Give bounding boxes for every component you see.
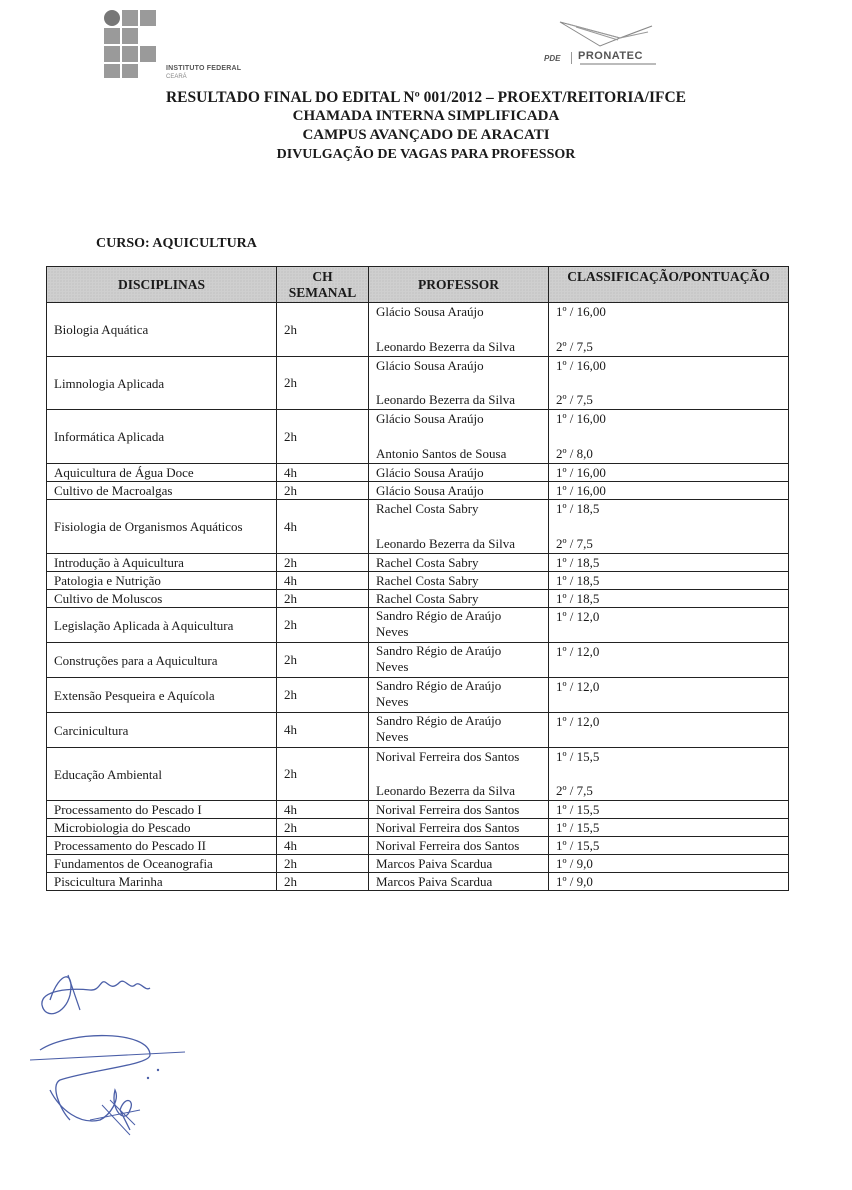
cell-professor <box>369 590 549 608</box>
cell-classificacao <box>549 748 789 801</box>
cell-professor <box>369 500 549 554</box>
table-row <box>47 819 789 837</box>
cell-professor-line: Norival Ferreira dos Santos <box>376 838 520 853</box>
cell-classificacao-line: 2º / 8,0 <box>556 446 593 461</box>
table-header-row <box>47 267 789 303</box>
cell-professor <box>369 303 549 357</box>
table-row <box>47 590 789 608</box>
cell-professor <box>369 572 549 590</box>
cell-ch: 2h <box>277 590 369 608</box>
cell-classificacao-line: 1º / 18,5 <box>556 555 600 570</box>
cell-classificacao <box>549 643 789 678</box>
partner-emblem-icon <box>540 18 660 50</box>
cell-classificacao-line: 1º / 16,00 <box>556 483 606 498</box>
partner-separator <box>571 52 572 64</box>
cell-classificacao <box>549 357 789 410</box>
cell-disciplina: Construções para a Aquicultura <box>47 643 277 678</box>
cell-disciplina: Processamento do Pescado II <box>47 837 277 855</box>
cell-disciplina: Limnologia Aplicada <box>47 357 277 410</box>
cell-professor <box>369 608 549 643</box>
cell-classificacao-line: 1º / 9,0 <box>556 856 593 871</box>
cell-classificacao <box>549 608 789 643</box>
partner-subline <box>580 63 656 65</box>
cell-classificacao-line: 1º / 15,5 <box>556 838 600 853</box>
title-line-1: RESULTADO FINAL DO EDITAL Nº 001/2012 – PROEXT/REITORIA/IFCE <box>165 89 686 106</box>
cell-professor-line: Glácio Sousa Araújo <box>376 483 484 498</box>
title-line-2: CHAMADA INTERNA SIMPLIFICADA <box>292 108 560 124</box>
course-label: CURSO: AQUICULTURA <box>96 236 257 251</box>
header-professor: PROFESSOR <box>369 267 549 303</box>
partner-left-label: PDE <box>544 54 561 63</box>
cell-professor-line: Sandro Régio de Araújo <box>376 713 502 728</box>
table-row <box>47 713 789 748</box>
cell-disciplina: Educação Ambiental <box>47 748 277 801</box>
cell-classificacao <box>549 303 789 357</box>
cell-professor-line: Rachel Costa Sabry <box>376 573 479 588</box>
cell-professor-line: Leonardo Bezerra da Silva <box>376 339 515 354</box>
table-row <box>47 500 789 554</box>
cell-professor-line: Neves <box>376 694 409 709</box>
cell-classificacao-line: 1º / 18,5 <box>556 591 600 606</box>
cell-classificacao <box>549 464 789 482</box>
cell-classificacao-line: 1º / 16,00 <box>556 465 606 480</box>
cell-disciplina: Extensão Pesqueira e Aquícola <box>47 678 277 713</box>
cell-disciplina: Carcinicultura <box>47 713 277 748</box>
cell-professor <box>369 357 549 410</box>
cell-professor <box>369 713 549 748</box>
cell-classificacao <box>549 500 789 554</box>
table-row <box>47 855 789 873</box>
cell-classificacao <box>549 590 789 608</box>
results-table <box>46 266 789 891</box>
cell-disciplina: Processamento do Pescado I <box>47 801 277 819</box>
cell-classificacao <box>549 837 789 855</box>
cell-professor-line: Glácio Sousa Araújo <box>376 465 484 480</box>
cell-professor <box>369 554 549 572</box>
cell-professor <box>369 464 549 482</box>
table-row <box>47 801 789 819</box>
cell-professor-line: Sandro Régio de Araújo <box>376 643 502 658</box>
cell-ch: 4h <box>277 464 369 482</box>
cell-professor-line: Glácio Sousa Araújo <box>376 358 484 373</box>
cell-classificacao <box>549 713 789 748</box>
cell-professor <box>369 873 549 891</box>
cell-ch: 2h <box>277 855 369 873</box>
table-row <box>47 608 789 643</box>
table-row <box>47 748 789 801</box>
cell-professor-line: Leonardo Bezerra da Silva <box>376 536 515 551</box>
cell-disciplina: Patologia e Nutrição <box>47 572 277 590</box>
cell-classificacao-line: 1º / 18,5 <box>556 573 600 588</box>
cell-ch: 2h <box>277 357 369 410</box>
cell-ch: 4h <box>277 713 369 748</box>
cell-ch: 4h <box>277 801 369 819</box>
cell-professor-line: Norival Ferreira dos Santos <box>376 820 520 835</box>
cell-professor-line: Glácio Sousa Araújo <box>376 411 484 426</box>
partner-right-label: PRONATEC <box>578 50 643 62</box>
partner-logo <box>540 18 660 68</box>
header-ch-line1: CH <box>312 268 333 284</box>
cell-disciplina: Microbiologia do Pescado <box>47 819 277 837</box>
cell-classificacao-line: 1º / 12,0 <box>556 714 600 729</box>
table-body <box>47 303 789 891</box>
cell-professor-line: Antonio Santos de Sousa <box>376 446 507 461</box>
institute-logo <box>104 10 244 80</box>
cell-classificacao-line: 1º / 12,0 <box>556 679 600 694</box>
cell-professor-line: Sandro Régio de Araújo <box>376 678 502 693</box>
header-classificacao: CLASSIFICAÇÃO/PONTUAÇÃO <box>549 267 789 303</box>
cell-classificacao <box>549 572 789 590</box>
cell-disciplina: Biologia Aquática <box>47 303 277 357</box>
table-row <box>47 303 789 357</box>
header-ch-line2: SEMANAL <box>288 284 357 300</box>
logo-circle <box>104 10 120 26</box>
cell-professor-line: Norival Ferreira dos Santos <box>376 802 520 817</box>
cell-disciplina: Fundamentos de Oceanografia <box>47 855 277 873</box>
cell-classificacao-line: 2º / 7,5 <box>556 339 593 354</box>
cell-professor-line: Rachel Costa Sabry <box>376 501 479 516</box>
cell-classificacao-line: 1º / 15,5 <box>556 820 600 835</box>
table-row <box>47 873 789 891</box>
table-row <box>47 410 789 464</box>
cell-classificacao <box>549 819 789 837</box>
cell-classificacao-line: 1º / 18,5 <box>556 501 600 516</box>
cell-professor <box>369 855 549 873</box>
cell-classificacao-line: 1º / 12,0 <box>556 644 600 659</box>
cell-disciplina: Cultivo de Macroalgas <box>47 482 277 500</box>
cell-disciplina: Legislação Aplicada à Aquicultura <box>47 608 277 643</box>
cell-classificacao-line: 1º / 16,00 <box>556 411 606 426</box>
cell-classificacao-line: 1º / 12,0 <box>556 609 600 624</box>
cell-disciplina: Aquicultura de Água Doce <box>47 464 277 482</box>
cell-professor-line: Neves <box>376 624 409 639</box>
cell-classificacao-line: 1º / 16,00 <box>556 358 606 373</box>
table-row <box>47 572 789 590</box>
handwritten-signatures <box>30 960 210 1150</box>
cell-disciplina: Fisiologia de Organismos Aquáticos <box>47 500 277 554</box>
header-ch <box>277 267 369 303</box>
cell-ch: 2h <box>277 410 369 464</box>
cell-professor <box>369 819 549 837</box>
cell-professor <box>369 748 549 801</box>
cell-classificacao <box>549 801 789 819</box>
cell-ch: 2h <box>277 819 369 837</box>
cell-ch: 2h <box>277 554 369 572</box>
header-disciplinas: DISCIPLINAS <box>47 267 277 303</box>
title-line-4: DIVULGAÇÃO DE VAGAS PARA PROFESSOR <box>276 147 576 162</box>
table-row <box>47 464 789 482</box>
cell-disciplina: Piscicultura Marinha <box>47 873 277 891</box>
cell-ch: 4h <box>277 500 369 554</box>
cell-classificacao <box>549 873 789 891</box>
title-line-3: CAMPUS AVANÇADO DE ARACATI <box>302 127 550 143</box>
cell-professor <box>369 482 549 500</box>
cell-disciplina: Cultivo de Moluscos <box>47 590 277 608</box>
cell-ch: 2h <box>277 482 369 500</box>
cell-ch: 4h <box>277 837 369 855</box>
cell-ch: 2h <box>277 748 369 801</box>
cell-classificacao <box>549 482 789 500</box>
cell-classificacao-line: 1º / 9,0 <box>556 874 593 889</box>
institute-state: CEARÁ <box>166 74 187 80</box>
document-titles <box>0 88 852 164</box>
cell-classificacao-line: 1º / 16,00 <box>556 304 606 319</box>
cell-classificacao <box>549 554 789 572</box>
cell-professor-line: Marcos Paiva Scardua <box>376 874 493 889</box>
cell-classificacao-line: 1º / 15,5 <box>556 802 600 817</box>
cell-professor-line: Rachel Costa Sabry <box>376 591 479 606</box>
cell-ch: 2h <box>277 643 369 678</box>
cell-professor <box>369 643 549 678</box>
cell-professor-line: Neves <box>376 729 409 744</box>
cell-disciplina: Introdução à Aquicultura <box>47 554 277 572</box>
cell-ch: 2h <box>277 678 369 713</box>
table-row <box>47 837 789 855</box>
cell-professor-line: Leonardo Bezerra da Silva <box>376 392 515 407</box>
cell-disciplina: Informática Aplicada <box>47 410 277 464</box>
cell-professor <box>369 678 549 713</box>
cell-professor-line: Neves <box>376 659 409 674</box>
table-row <box>47 643 789 678</box>
cell-classificacao <box>549 410 789 464</box>
cell-classificacao-line: 2º / 7,5 <box>556 783 593 798</box>
cell-classificacao <box>549 678 789 713</box>
cell-professor-line: Rachel Costa Sabry <box>376 555 479 570</box>
table-row <box>47 482 789 500</box>
cell-classificacao-line: 2º / 7,5 <box>556 536 593 551</box>
cell-classificacao <box>549 855 789 873</box>
table-row <box>47 678 789 713</box>
cell-professor-line: Marcos Paiva Scardua <box>376 856 493 871</box>
cell-classificacao-line: 2º / 7,5 <box>556 392 593 407</box>
cell-professor <box>369 410 549 464</box>
cell-ch: 2h <box>277 303 369 357</box>
cell-professor-line: Glácio Sousa Araújo <box>376 304 484 319</box>
cell-professor <box>369 801 549 819</box>
cell-professor-line: Sandro Régio de Araújo <box>376 608 502 623</box>
table-row <box>47 554 789 572</box>
table-row <box>47 357 789 410</box>
cell-professor-line: Norival Ferreira dos Santos <box>376 749 520 764</box>
cell-ch: 2h <box>277 608 369 643</box>
cell-professor-line: Leonardo Bezerra da Silva <box>376 783 515 798</box>
cell-classificacao-line: 1º / 15,5 <box>556 749 600 764</box>
cell-professor <box>369 837 549 855</box>
institute-name: INSTITUTO FEDERAL <box>166 65 242 72</box>
cell-ch: 2h <box>277 873 369 891</box>
cell-ch: 4h <box>277 572 369 590</box>
